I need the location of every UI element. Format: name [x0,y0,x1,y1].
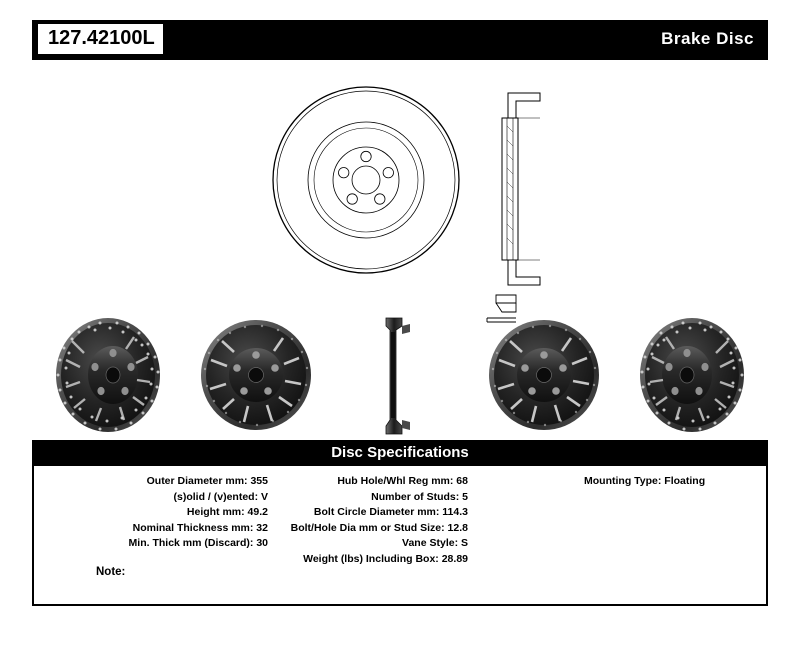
specs-column-left [34,474,274,552]
spec-bolt-hole-dia: Bolt/Hole Dia mm or Stud Size: 12.8 [290,521,468,534]
slotted-face-view-2 [489,320,599,430]
part-number: 127.42100L [48,27,155,49]
spec-bolt-circle-diameter: Bolt Circle Diameter mm: 114.3 [313,506,468,518]
page-title: Brake Disc [661,29,754,48]
header [32,20,768,60]
specs-body [32,466,768,606]
drawing-area [0,60,800,438]
slotted-face-view [201,320,311,430]
specs-title-bar [32,440,768,466]
spec-height: Height mm: 49.2 [186,506,268,518]
spec-nominal-thickness: Nominal Thickness mm: 32 [132,521,268,534]
spec-outer-diameter: Outer Diameter mm: 355 [146,475,268,487]
spec-mounting-type: Mounting Type: Floating [584,475,706,487]
specs-column-right [504,474,768,490]
disc-specifications-panel [32,440,768,606]
spec-min-thickness: Min. Thick mm (Discard): 30 [128,537,268,549]
part-number-box [38,24,163,54]
note-label: Note: [96,566,126,578]
edge-profile-view [386,318,410,434]
specs-title: Disc Specifications [331,444,469,461]
spec-hub-hole: Hub Hole/Whl Reg mm: 68 [337,475,468,487]
spec-vane-style: Vane Style: S [402,537,468,549]
specs-column-middle [274,474,474,567]
angled-left-drilled-slotted-view [56,318,160,432]
angled-right-drilled-slotted-view [640,318,744,432]
front-face-outline-view [273,87,459,273]
spec-solid-vented: (s)olid / (v)ented: V [173,490,268,503]
spec-weight: Weight (lbs) Including Box: 28.89 [303,552,468,565]
cross-section-view [487,93,540,322]
technical-drawing-svg [0,60,800,438]
spec-number-of-studs: Number of Studs: 5 [371,490,468,503]
